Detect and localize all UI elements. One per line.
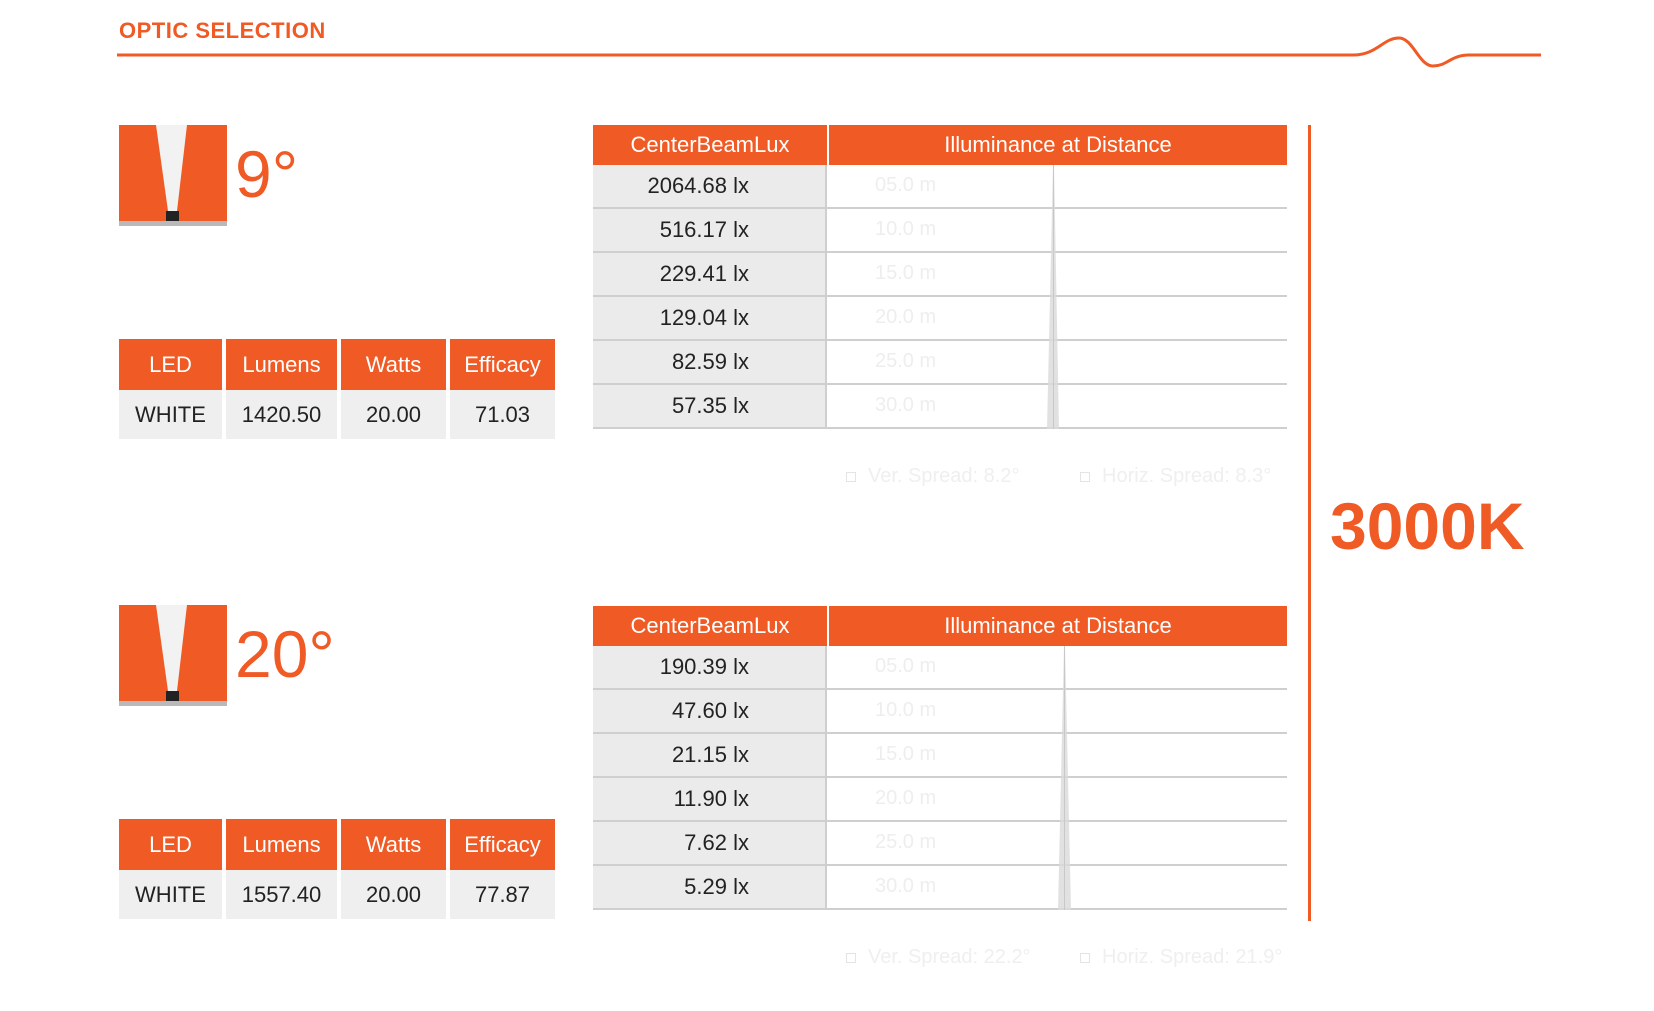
distance-label: 30.0 m: [875, 875, 937, 897]
distance-label: 25.0 m: [875, 350, 937, 372]
led-value: WHITE: [119, 870, 222, 919]
distance-label: 05.0 m: [875, 174, 937, 196]
table-row: [593, 866, 1287, 910]
beam-cone: [1053, 646, 1077, 910]
beam-angle: 20°: [235, 617, 335, 691]
header-rule: [117, 26, 1541, 70]
col-watts: Watts: [341, 339, 446, 390]
distance-label: 05.0 m: [875, 655, 937, 677]
col-efficacy: Efficacy: [450, 339, 555, 390]
table-row: [593, 822, 1287, 866]
lumens-value: 1420.50: [226, 390, 337, 439]
table-row: [593, 690, 1287, 734]
ver-spread-swatch: [846, 472, 856, 482]
table-row: [593, 385, 1287, 429]
table-row: [593, 253, 1287, 297]
horiz-spread: Horiz. Spread: 21.9°: [1102, 946, 1283, 968]
table-row: [593, 778, 1287, 822]
watts-value: 20.00: [341, 390, 446, 439]
divider: [1308, 125, 1311, 921]
lux-value: 57.35 lx: [593, 385, 827, 427]
horiz-spread: Horiz. Spread: 8.3°: [1102, 465, 1272, 487]
distance-label: 20.0 m: [875, 306, 937, 328]
lux-value: 190.39 lx: [593, 646, 827, 688]
efficacy-value: 71.03: [450, 390, 555, 439]
page-title: OPTIC SELECTION: [119, 18, 326, 43]
table-row: [593, 165, 1287, 209]
narrow-beam-icon: [119, 125, 227, 226]
col-lumens: Lumens: [226, 819, 337, 870]
table-row: [593, 646, 1287, 690]
horiz-spread-swatch: [1080, 472, 1090, 482]
watts-value: 20.00: [341, 870, 446, 919]
lux-value: 2064.68 lx: [593, 165, 827, 207]
illuminance-table: [593, 125, 1287, 487]
lux-value: 7.62 lx: [593, 822, 827, 864]
wide-beam-icon: [119, 605, 227, 706]
spec-table: [115, 819, 559, 919]
col-efficacy: Efficacy: [450, 819, 555, 870]
col-lumens: Lumens: [226, 339, 337, 390]
color-temperature: 3000K: [1330, 489, 1525, 563]
efficacy-value: 77.87: [450, 870, 555, 919]
table-row: [593, 341, 1287, 385]
lux-value: 21.15 lx: [593, 734, 827, 776]
col-watts: Watts: [341, 819, 446, 870]
col-illuminance: Illuminance at Distance: [829, 606, 1287, 646]
distance-label: 10.0 m: [875, 699, 937, 721]
distance-label: 25.0 m: [875, 831, 937, 853]
spread-legend: [593, 946, 1287, 976]
lumens-value: 1557.40: [226, 870, 337, 919]
horiz-spread-swatch: [1080, 953, 1090, 963]
table-row: [593, 734, 1287, 778]
distance-label: 10.0 m: [875, 218, 937, 240]
lux-value: 47.60 lx: [593, 690, 827, 732]
distance-label: 15.0 m: [875, 743, 937, 765]
distance-label: 15.0 m: [875, 262, 937, 284]
col-center-beam: CenterBeamLux: [593, 606, 827, 646]
beam-angle: 9°: [235, 137, 299, 211]
lux-value: 229.41 lx: [593, 253, 827, 295]
lux-value: 11.90 lx: [593, 778, 827, 820]
lux-value: 5.29 lx: [593, 866, 827, 908]
lux-value: 82.59 lx: [593, 341, 827, 383]
table-row: [593, 297, 1287, 341]
col-led: LED: [119, 339, 222, 390]
distance-label: 20.0 m: [875, 787, 937, 809]
led-value: WHITE: [119, 390, 222, 439]
spec-table: [115, 339, 559, 439]
lux-value: 129.04 lx: [593, 297, 827, 339]
spread-legend: [593, 465, 1287, 495]
col-center-beam: CenterBeamLux: [593, 125, 827, 165]
ver-spread: Ver. Spread: 8.2°: [868, 465, 1020, 487]
ver-spread: Ver. Spread: 22.2°: [868, 946, 1031, 968]
ver-spread-swatch: [846, 953, 856, 963]
col-illuminance: Illuminance at Distance: [829, 125, 1287, 165]
distance-label: 30.0 m: [875, 394, 937, 416]
table-row: [593, 209, 1287, 253]
col-led: LED: [119, 819, 222, 870]
illuminance-table: [593, 606, 1287, 968]
lux-value: 516.17 lx: [593, 209, 827, 251]
beam-cone: [1043, 165, 1063, 429]
